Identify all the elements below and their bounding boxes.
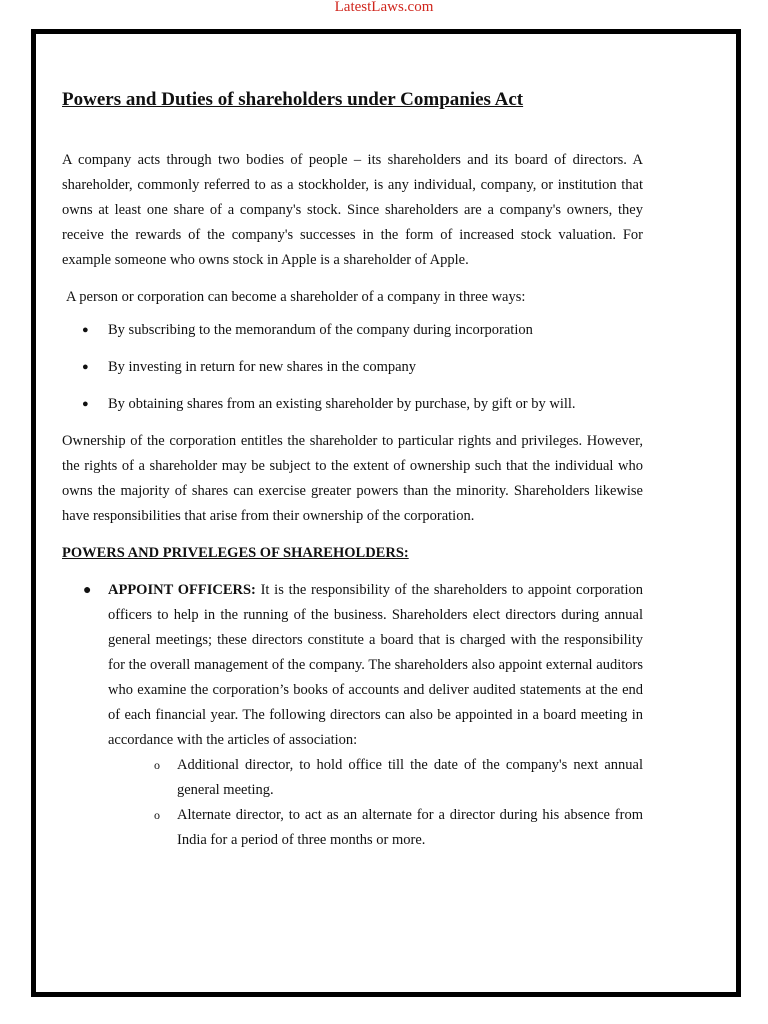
section-heading: POWERS AND PRIVELEGES OF SHAREHOLDERS: xyxy=(62,545,409,561)
circle-bullet-icon: o xyxy=(154,758,160,772)
ways-list xyxy=(62,318,643,417)
intro-paragraph: A company acts through two bodies of people – its shareholders and its board of directors. A shareholder, commonly referred to as a stockholder, is any individual, company, or institution that owns at least one share of a company's stock. Since shareholders are a company's owners, they receive the rewards of the company's successes in the form of increased stock valuation. For example someone who owns stock in Apple is a shareholder of Apple. xyxy=(62,152,643,268)
list-item xyxy=(62,355,643,380)
ownership-paragraph: Ownership of the corporation entitles the shareholder to particular rights and privileges. However, the rights of a shareholder may be subject to the extent of ownership such that the individual who owns the majority of shares can exercise greater powers than the minority. Shareholders likewise have responsibilities that arise from their ownership of the corporation. xyxy=(62,433,643,524)
bullet-icon: ● xyxy=(82,398,89,410)
circle-bullet-icon: o xyxy=(154,808,160,822)
document-title: Powers and Duties of shareholders under Companies Act xyxy=(62,89,524,110)
list-item xyxy=(62,753,643,803)
site-header[interactable]: LatestLaws.com xyxy=(334,0,434,15)
list-item-text: By obtaining shares from an existing shareholder by purchase, by gift or by will. xyxy=(108,396,576,412)
appoint-officers-item xyxy=(62,578,643,753)
bullet-icon: ● xyxy=(82,324,89,336)
appoint-officers-text: It is the responsibility of the shareholders to appoint corporation officers to help in the running of the business. Shareholders elect directors during annual general meetings; these directors constitute a board that is charged with the responsibility for the overall management of the company. The shareholders also appoint external auditors who examine the corporation’s books of accounts and deliver audited statements at the end of each financial year. The following directors can also be appointed in a board meeting in accordance with the articles of association: xyxy=(108,582,643,748)
list-item-text: Alternate director, to act as an alternate for a director during his absence from India for a period of three months or more. xyxy=(177,807,643,848)
ways-intro: A person or corporation can become a shareholder of a company in three ways: xyxy=(66,289,526,305)
list-item-text: Additional director, to hold office till the date of the company's next annual general meeting. xyxy=(177,757,643,798)
list-item-text: By investing in return for new shares in the company xyxy=(108,359,417,375)
director-types-list xyxy=(62,753,643,853)
list-item-text: By subscribing to the memorandum of the company during incorporation xyxy=(108,322,533,338)
list-item xyxy=(62,803,643,853)
document-content xyxy=(62,58,643,853)
list-item xyxy=(62,392,643,417)
appoint-officers-label: APPOINT OFFICERS: xyxy=(108,582,256,598)
list-item xyxy=(62,318,643,343)
bullet-icon: ● xyxy=(83,583,92,598)
bullet-icon: ● xyxy=(82,361,89,373)
